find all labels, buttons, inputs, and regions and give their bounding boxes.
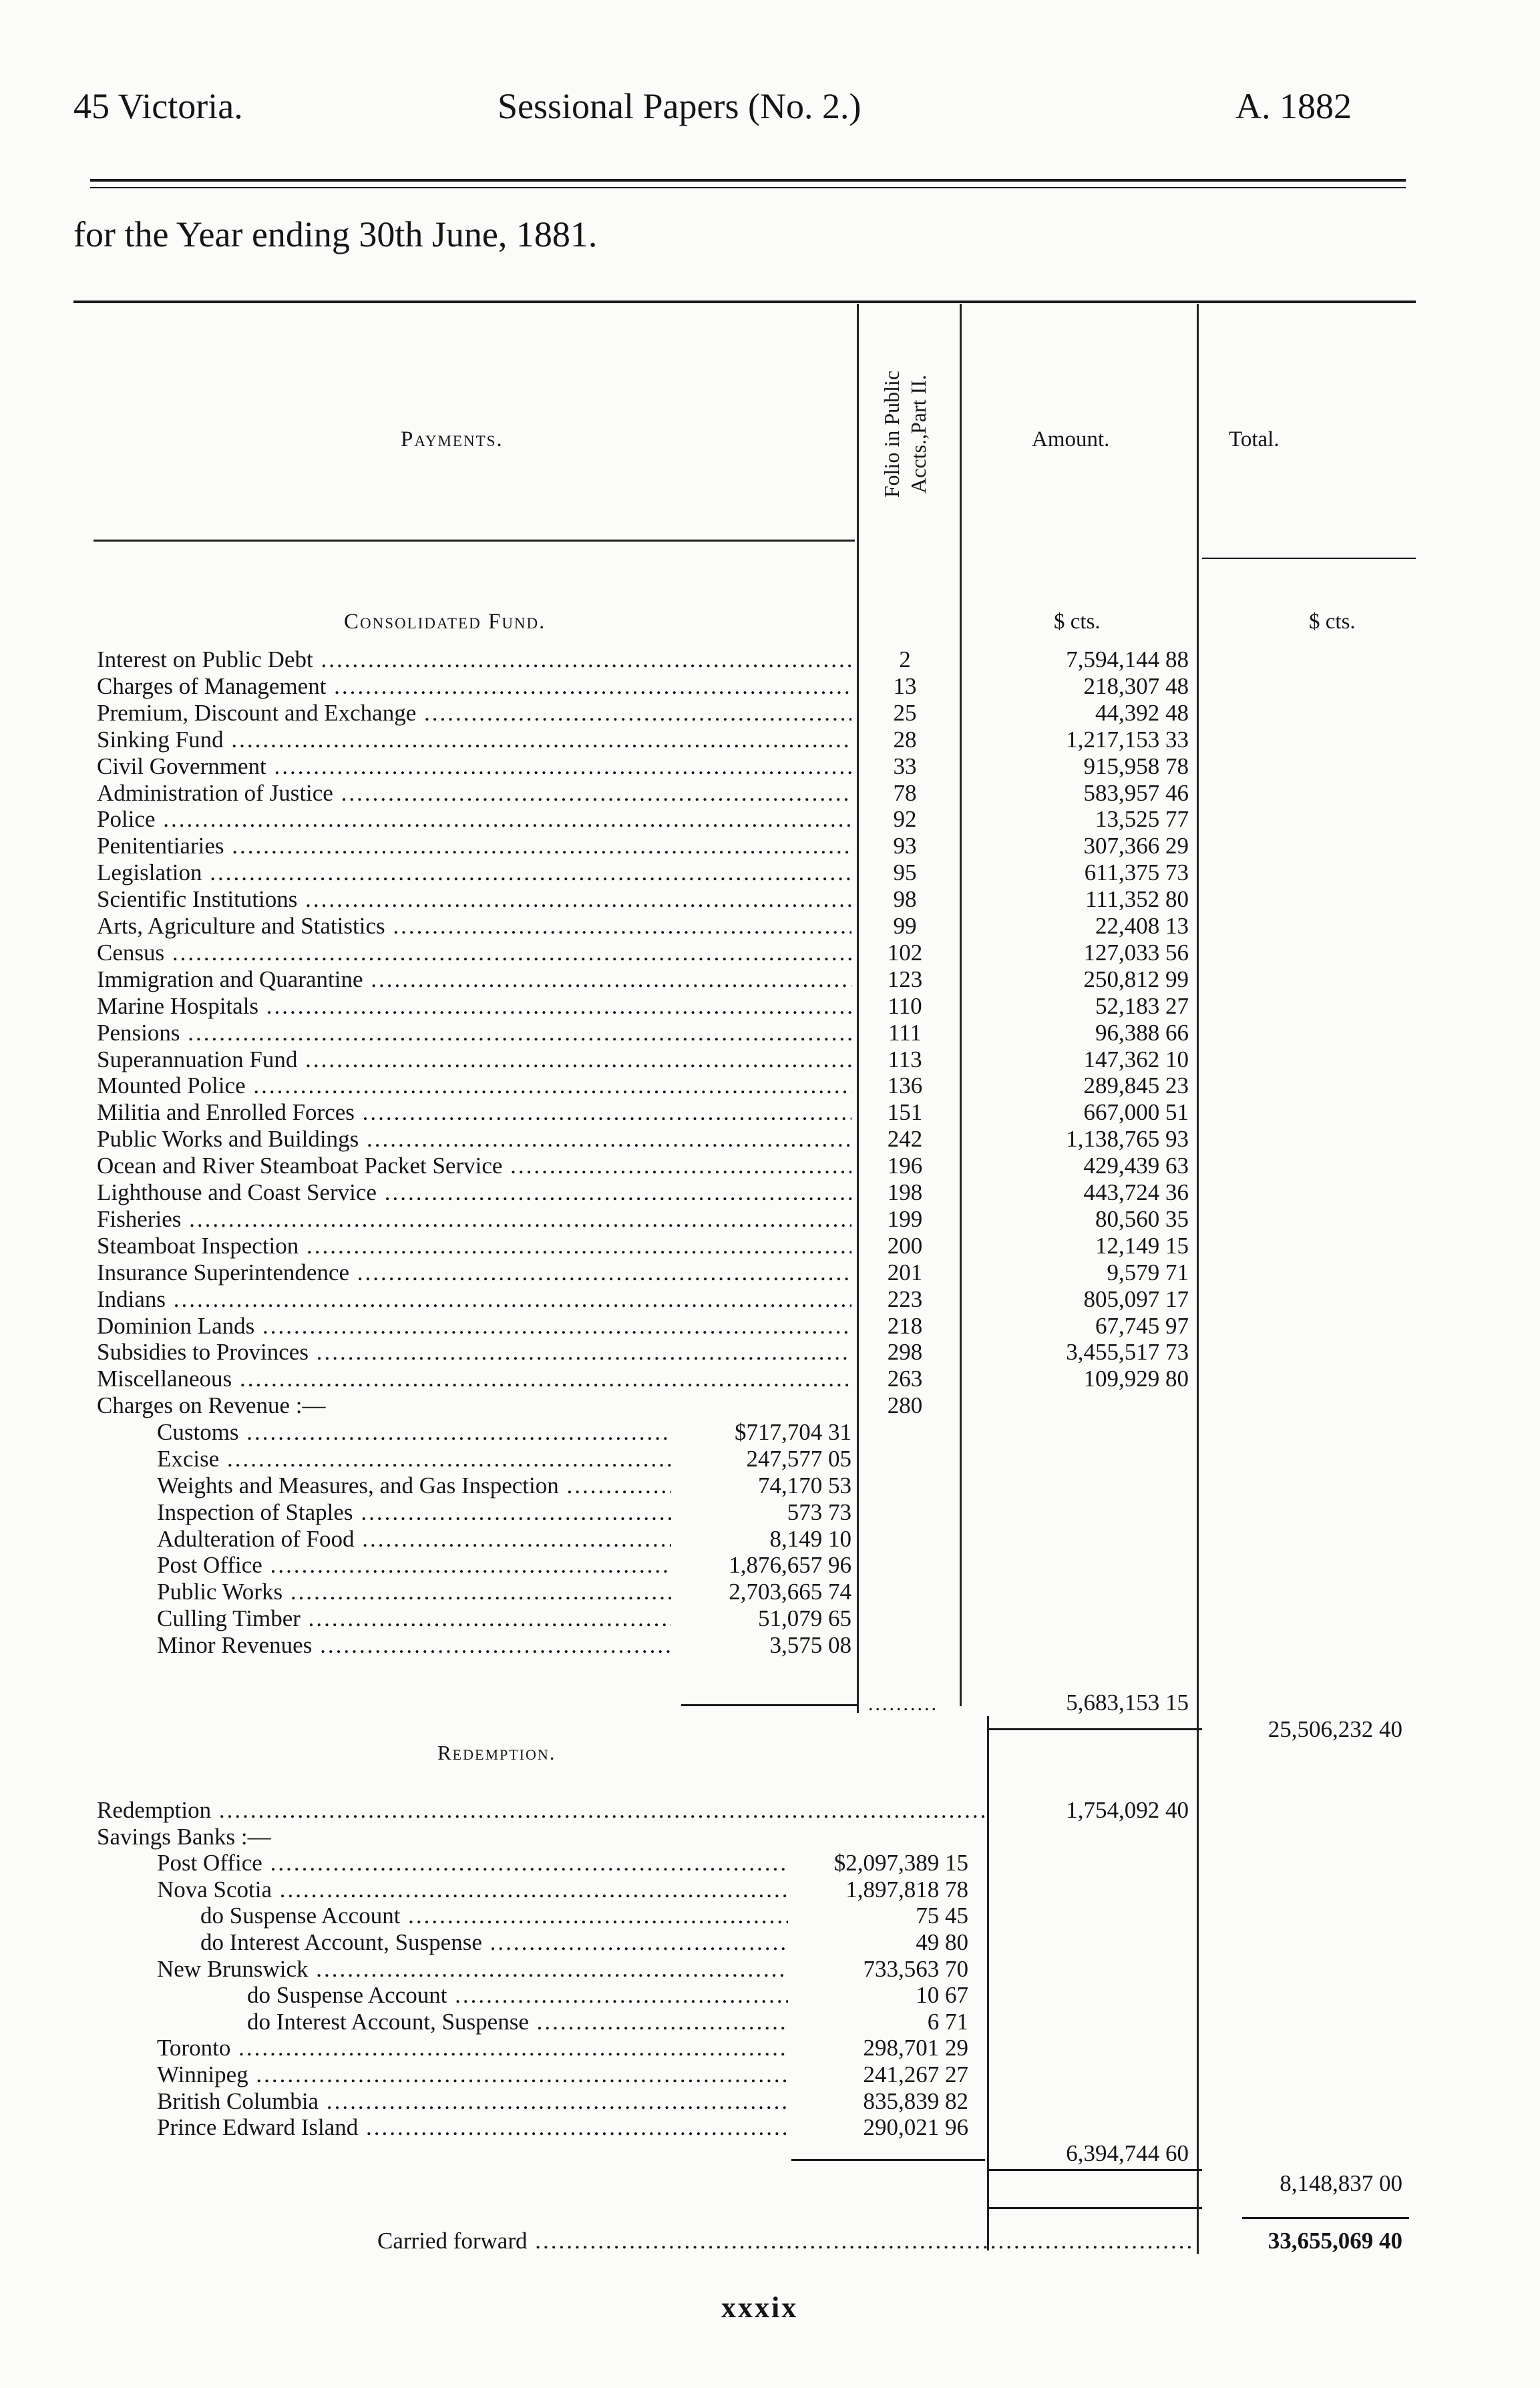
- row-folio: 242: [887, 1126, 923, 1152]
- charge-label: Inspection of Staples .....: [157, 1499, 671, 1526]
- charge-label: Adulteration of Food .....: [157, 1525, 671, 1553]
- row-folio: 136: [887, 1072, 923, 1099]
- row-amount: 67,745 97: [1095, 1313, 1189, 1339]
- row-folio: 113: [888, 1046, 922, 1072]
- row-label: Census .....: [97, 939, 851, 966]
- charge-value: 51,079 65: [758, 1605, 851, 1631]
- savings-label: Toronto .....: [157, 2034, 788, 2061]
- row-amount: 127,033 56: [1083, 940, 1189, 966]
- charges-amount: 5,683,153 15: [1066, 1689, 1189, 1716]
- table-row: [0, 1046, 1540, 1073]
- amount-unit: $ cts.: [1054, 610, 1101, 634]
- table-row: [0, 966, 1540, 993]
- row-label: Miscellaneous .....: [97, 1365, 851, 1392]
- savings-row: [0, 2034, 1540, 2061]
- table-row: [0, 1179, 1540, 1206]
- charges-heading-row: [0, 1392, 1540, 1419]
- row-amount: 805,097 17: [1083, 1286, 1189, 1312]
- table-row: [0, 1365, 1540, 1392]
- row-label: Lighthouse and Coast Service .....: [97, 1179, 851, 1206]
- charges-row: [0, 1525, 1540, 1553]
- charge-label: Customs .....: [157, 1418, 671, 1446]
- row-folio: 78: [893, 780, 917, 806]
- savings-row: [0, 2114, 1540, 2141]
- savings-label: Nova Scotia .....: [157, 1876, 788, 1903]
- row-label: Police .....: [97, 805, 851, 833]
- header-volume: 45 Victoria.: [73, 86, 243, 126]
- savings-amount: 6,394,744 60: [1066, 2140, 1189, 2166]
- row-folio: 218: [887, 1313, 923, 1339]
- table-row: [0, 1072, 1540, 1099]
- row-amount: 147,362 10: [1083, 1046, 1189, 1072]
- savings-value: $2,097,389 15: [833, 1850, 968, 1876]
- charges-sum-rule: [681, 1704, 858, 1706]
- row-label: Steamboat Inspection .....: [97, 1232, 851, 1259]
- charges-heading: Charges on Revenue :—: [97, 1392, 326, 1418]
- header-bottom-rule: [93, 540, 855, 542]
- savings-label: Prince Edward Island .....: [157, 2114, 788, 2141]
- row-folio: 201: [887, 1259, 923, 1285]
- table-row: [0, 1019, 1540, 1046]
- row-amount: 1,217,153 33: [1066, 727, 1189, 753]
- redemption-amount: 1,754,092 40: [1066, 1797, 1189, 1823]
- row-folio: 199: [887, 1206, 923, 1232]
- charges-folio: 280: [887, 1392, 923, 1418]
- savings-value: 241,267 27: [863, 2061, 968, 2087]
- row-label: Interest on Public Debt .....: [97, 646, 851, 673]
- row-folio: 110: [888, 993, 922, 1019]
- payments-column-header: Payments.: [401, 427, 504, 451]
- charges-row: [0, 1631, 1540, 1659]
- row-folio: 95: [893, 859, 917, 885]
- charge-label: Minor Revenues .....: [157, 1631, 671, 1659]
- row-amount: 44,392 48: [1095, 700, 1189, 726]
- carried-forward-total: 33,655,069 40: [1268, 2228, 1402, 2254]
- row-folio: 298: [887, 1339, 923, 1365]
- table-row: [0, 646, 1540, 673]
- table-top-rule: [73, 301, 1416, 303]
- row-folio: 151: [887, 1099, 923, 1125]
- carried-sum-rule: [988, 2207, 1202, 2209]
- row-label: Sinking Fund .....: [97, 726, 851, 753]
- table-row: [0, 805, 1540, 833]
- table-row: [0, 1099, 1540, 1126]
- table-row: [0, 1232, 1540, 1259]
- row-folio: 99: [893, 913, 917, 939]
- charge-value: 247,577 05: [746, 1446, 851, 1472]
- amount-sum-rule: [988, 1728, 1202, 1730]
- row-label: Penitentiaries .....: [97, 832, 851, 859]
- table-row: [0, 726, 1540, 753]
- header-title: Sessional Papers (No. 2.): [498, 86, 861, 126]
- row-folio: 196: [887, 1153, 923, 1179]
- charges-row: [0, 1445, 1540, 1472]
- savings-label: do Suspense Account .....: [247, 1981, 788, 2009]
- row-amount: 443,724 36: [1083, 1179, 1189, 1205]
- charges-row: [0, 1605, 1540, 1632]
- savings-value: 298,701 29: [863, 2035, 968, 2061]
- period-subtitle: for the Year ending 30th June, 1881.: [73, 214, 598, 254]
- savings-heading-row: [0, 1823, 1540, 1850]
- table-row: [0, 885, 1540, 913]
- row-amount: 3,455,517 73: [1066, 1339, 1189, 1365]
- row-amount: 13,525 77: [1095, 806, 1189, 832]
- consolidated-total: 25,506,232 40: [1268, 1716, 1402, 1742]
- redemption-label: Redemption .....: [97, 1796, 985, 1824]
- carried-forward-row: [0, 2227, 1540, 2254]
- row-folio: 200: [887, 1233, 923, 1259]
- savings-value: 835,839 82: [863, 2088, 968, 2114]
- header-rule: [90, 179, 1406, 182]
- charge-value: 3,575 08: [769, 1632, 851, 1658]
- savings-row: [0, 2061, 1540, 2088]
- savings-row: [0, 2087, 1540, 2115]
- row-amount: 307,366 29: [1083, 833, 1189, 859]
- row-label: Scientific Institutions .....: [97, 885, 851, 913]
- charge-value: 8,149 10: [769, 1526, 851, 1552]
- savings-value: 10 67: [916, 1982, 968, 2008]
- table-row: [0, 1312, 1540, 1340]
- table-row: [0, 939, 1540, 966]
- savings-value: 733,563 70: [863, 1956, 968, 1982]
- savings-heading: Savings Banks :—: [97, 1824, 271, 1850]
- table-row: [0, 753, 1540, 780]
- redemption-sum-rule: [988, 2169, 1202, 2171]
- redemption-heading: Redemption.: [437, 1741, 556, 1764]
- row-amount: 915,958 78: [1083, 753, 1189, 779]
- row-folio: 93: [893, 833, 917, 859]
- charge-label: Weights and Measures, and Gas Inspection .....: [157, 1472, 671, 1499]
- redemption-row: [0, 1796, 1540, 1824]
- table-row: [0, 1125, 1540, 1153]
- savings-row: [0, 1955, 1540, 1983]
- row-amount: 111,352 80: [1085, 886, 1189, 912]
- total-header-rule: [1202, 558, 1416, 559]
- charges-row: [0, 1499, 1540, 1526]
- row-amount: 9,579 71: [1107, 1259, 1189, 1285]
- charge-label: Post Office .....: [157, 1551, 671, 1579]
- header-year: A. 1882: [1235, 86, 1352, 126]
- row-label: Charges of Management .....: [97, 672, 851, 700]
- header-rule-thin: [90, 187, 1406, 188]
- amount-column-header: Amount.: [1032, 427, 1110, 451]
- savings-label: New Brunswick .....: [157, 1955, 788, 1983]
- row-amount: 22,408 13: [1095, 913, 1189, 939]
- savings-value: 49 80: [916, 1929, 968, 1955]
- row-amount: 80,560 35: [1095, 1206, 1189, 1232]
- row-amount: 583,957 46: [1083, 780, 1189, 806]
- row-label: Legislation .....: [97, 859, 851, 886]
- savings-row: [0, 1849, 1540, 1876]
- charge-label: Excise .....: [157, 1445, 671, 1472]
- row-folio: 223: [887, 1286, 923, 1312]
- charge-value: $717,704 31: [735, 1419, 851, 1445]
- charge-value: 74,170 53: [758, 1472, 851, 1499]
- row-folio: 198: [887, 1179, 923, 1205]
- total-sum-rule: [1242, 2217, 1409, 2219]
- savings-label: do Interest Account, Suspense .....: [200, 1929, 788, 1956]
- row-folio: 123: [887, 966, 923, 992]
- row-amount: 667,000 51: [1083, 1099, 1189, 1125]
- row-label: Pensions .....: [97, 1019, 851, 1046]
- row-amount: 250,812 99: [1083, 966, 1189, 992]
- row-folio: 102: [887, 940, 923, 966]
- total-unit: $ cts.: [1309, 610, 1356, 634]
- redemption-total: 8,148,837 00: [1280, 2170, 1402, 2196]
- table-row: [0, 1152, 1540, 1179]
- table-row: [0, 1285, 1540, 1313]
- charge-value: 573 73: [787, 1499, 851, 1525]
- charge-label: Culling Timber .....: [157, 1605, 671, 1632]
- table-row: [0, 992, 1540, 1020]
- row-label: Militia and Enrolled Forces .....: [97, 1099, 851, 1126]
- savings-value: 290,021 96: [863, 2114, 968, 2140]
- table-row: [0, 859, 1540, 886]
- charges-row: [0, 1472, 1540, 1499]
- row-label: Indians .....: [97, 1285, 851, 1313]
- savings-value: 75 45: [916, 1903, 968, 1929]
- row-amount: 12,149 15: [1095, 1233, 1189, 1259]
- row-label: Premium, Discount and Exchange .....: [97, 699, 851, 727]
- row-label: Marine Hospitals .....: [97, 992, 851, 1020]
- savings-label: do Interest Account, Suspense .....: [247, 2008, 788, 2035]
- charges-row: [0, 1418, 1540, 1446]
- row-amount: 96,388 66: [1095, 1020, 1189, 1046]
- row-label: Subsidies to Provinces .....: [97, 1338, 851, 1366]
- charges-row: [0, 1551, 1540, 1579]
- savings-sum-rule: [791, 2159, 985, 2161]
- total-column-header: Total.: [1229, 427, 1280, 451]
- table-row: [0, 1338, 1540, 1366]
- savings-row: [0, 1902, 1540, 1929]
- row-amount: 1,138,765 93: [1066, 1126, 1189, 1152]
- row-label: Mounted Police .....: [97, 1072, 851, 1099]
- row-folio: 92: [893, 806, 917, 832]
- row-label: Public Works and Buildings .....: [97, 1125, 851, 1153]
- row-label: Insurance Superintendence .....: [97, 1259, 851, 1286]
- row-amount: 218,307 48: [1083, 673, 1189, 699]
- savings-label: Post Office .....: [157, 1849, 788, 1876]
- row-amount: 289,845 23: [1083, 1072, 1189, 1099]
- row-folio: 28: [893, 727, 917, 753]
- row-label: Fisheries .....: [97, 1205, 851, 1233]
- savings-value: 6 71: [927, 2009, 968, 2035]
- row-amount: 7,594,144 88: [1066, 646, 1189, 672]
- savings-row: [0, 1876, 1540, 1903]
- row-amount: 429,439 63: [1083, 1153, 1189, 1179]
- row-folio: 98: [893, 886, 917, 912]
- row-folio: 263: [887, 1366, 923, 1392]
- row-folio: 13: [893, 673, 917, 699]
- table-row: [0, 779, 1540, 807]
- savings-row: [0, 1929, 1540, 1956]
- folio-column-header: Folio in Public Accts.,Part II.: [880, 370, 930, 498]
- savings-label: Winnipeg .....: [157, 2061, 788, 2088]
- charge-label: Public Works .....: [157, 1578, 671, 1605]
- row-amount: 611,375 73: [1084, 859, 1189, 885]
- row-folio: 2: [899, 646, 911, 672]
- savings-label: British Columbia .....: [157, 2087, 788, 2115]
- savings-label: do Suspense Account .....: [200, 1902, 788, 1929]
- row-label: Arts, Agriculture and Statistics .....: [97, 912, 851, 940]
- row-amount: 109,929 80: [1083, 1366, 1189, 1392]
- table-row: [0, 1205, 1540, 1233]
- charges-row: [0, 1578, 1540, 1605]
- row-label: Superannuation Fund .....: [97, 1046, 851, 1073]
- charge-value: 2,703,665 74: [729, 1579, 851, 1605]
- row-label: Administration of Justice .....: [97, 779, 851, 807]
- table-row: [0, 1259, 1540, 1286]
- row-label: Immigration and Quarantine .....: [97, 966, 851, 993]
- table-row: [0, 672, 1540, 700]
- carried-forward-label: Carried forward .....: [377, 2227, 1195, 2254]
- consolidated-fund-heading: Consolidated Fund.: [344, 610, 546, 634]
- table-row: [0, 699, 1540, 727]
- savings-row: [0, 2008, 1540, 2035]
- row-label: Dominion Lands .....: [97, 1312, 851, 1340]
- page-number: xxxix: [721, 2291, 799, 2324]
- table-row: [0, 912, 1540, 940]
- savings-row: [0, 1981, 1540, 2009]
- charge-value: 1,876,657 96: [729, 1552, 851, 1578]
- row-label: Ocean and River Steamboat Packet Service .....: [97, 1152, 851, 1179]
- table-row: [0, 832, 1540, 859]
- charges-leader: ..........: [868, 1693, 938, 1715]
- row-folio: 111: [888, 1020, 922, 1046]
- row-label: Civil Government .....: [97, 753, 851, 780]
- row-folio: 33: [893, 753, 917, 779]
- savings-value: 1,897,818 78: [845, 1876, 968, 1903]
- row-folio: 25: [893, 700, 917, 726]
- row-amount: 52,183 27: [1095, 993, 1189, 1019]
